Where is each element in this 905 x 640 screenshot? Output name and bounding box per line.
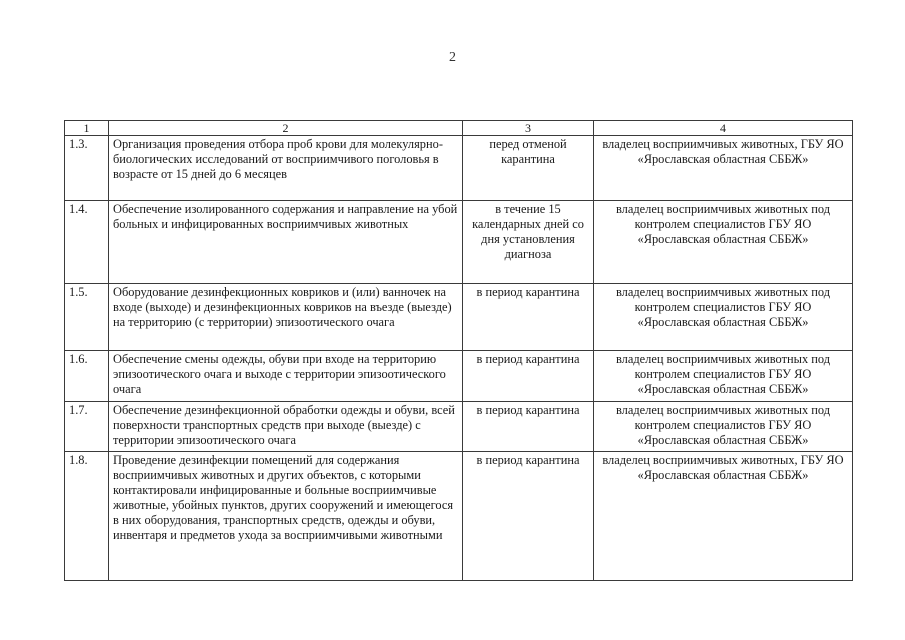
row-responsible: владелец восприимчивых животных под контролем специалистов ГБУ ЯО «Ярославская областная СББЖ» [594, 201, 853, 284]
table-row [65, 402, 853, 452]
row-number: 1.4. [65, 201, 109, 284]
row-responsible: владелец восприимчивых животных, ГБУ ЯО «Ярославская областная СББЖ» [594, 452, 853, 581]
table-row [65, 136, 853, 201]
row-number: 1.5. [65, 284, 109, 351]
row-number: 1.8. [65, 452, 109, 581]
row-action: Обеспечение изолированного содержания и направление на убой больных и инфицированных восприимчивых животных [109, 201, 463, 284]
row-period: в период карантина [463, 284, 594, 351]
table-row [65, 284, 853, 351]
table-row [65, 452, 853, 581]
header-col-1: 1 [65, 121, 109, 136]
row-period: в период карантина [463, 452, 594, 581]
row-action: Обеспечение дезинфекционной обработки одежды и обуви, всей поверхности транспортных средств при выходе (выезде) с территории эпизоотического очага [109, 402, 463, 452]
row-action: Организация проведения отбора проб крови для молекулярно-биологических исследований от восприимчивого поголовья в возрасте от 15 дней до 6 месяцев [109, 136, 463, 201]
row-responsible: владелец восприимчивых животных под контролем специалистов ГБУ ЯО «Ярославская областная СББЖ» [594, 351, 853, 402]
header-col-3: 3 [463, 121, 594, 136]
row-number: 1.3. [65, 136, 109, 201]
row-number: 1.7. [65, 402, 109, 452]
measures-table [64, 120, 853, 581]
row-responsible: владелец восприимчивых животных под контролем специалистов ГБУ ЯО «Ярославская областная СББЖ» [594, 284, 853, 351]
row-period: в период карантина [463, 351, 594, 402]
table-row [65, 351, 853, 402]
row-responsible: владелец восприимчивых животных под контролем специалистов ГБУ ЯО «Ярославская областная СББЖ» [594, 402, 853, 452]
header-col-4: 4 [594, 121, 853, 136]
header-col-2: 2 [109, 121, 463, 136]
table-header-row [65, 121, 853, 136]
row-responsible: владелец восприимчивых животных, ГБУ ЯО «Ярославская областная СББЖ» [594, 136, 853, 201]
page-number: 2 [449, 50, 456, 65]
row-action: Оборудование дезинфекционных ковриков и (или) ванночек на входе (выходе) и дезинфекционных ковриков на въезде (выезде) на территорию (с территории) эпизоотического очага [109, 284, 463, 351]
row-number: 1.6. [65, 351, 109, 402]
row-period: в течение 15 календарных дней со дня установления диагноза [463, 201, 594, 284]
row-action: Обеспечение смены одежды, обуви при входе на территорию эпизоотического очага и выходе с территории эпизоотического очага [109, 351, 463, 402]
table-row [65, 201, 853, 284]
row-action: Проведение дезинфекции помещений для содержания восприимчивых животных и других объектов, с которыми контактировали инфицированные и больные восприимчивые животные, убойных пунктов, других сооружений и имеющегося в них оборудования, транспортных средств, одежды и обуви, инвентаря и предметов ухода за восприимчивыми животными [109, 452, 463, 581]
row-period: перед отменой карантина [463, 136, 594, 201]
row-period: в период карантина [463, 402, 594, 452]
